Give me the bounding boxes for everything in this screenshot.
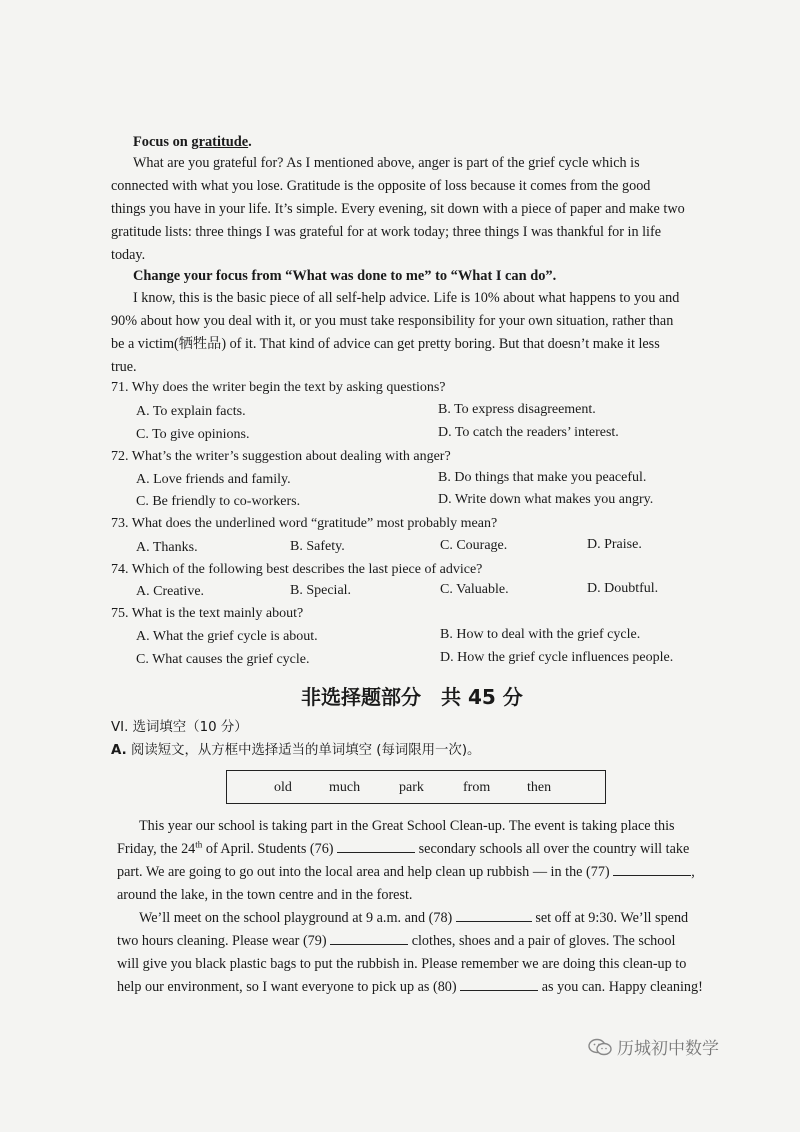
wechat-icon [587,1038,613,1056]
question-73-option-c: C. Courage. [440,538,508,553]
part-title: 非选择题部分 共 45 分 [301,685,523,709]
question-74-option-b: B. Special. [290,583,352,598]
blank-80[interactable] [460,976,538,991]
question-72-option-d: D. Write down what makes you angry. [438,492,654,507]
watermark [587,1034,719,1059]
word-box [226,770,606,804]
question-71-option-c: C. To give opinions. [136,427,250,442]
question-71-option-d: D. To catch the readers’ interest. [438,425,619,440]
question-74-option-a: A. Creative. [136,584,205,599]
focus-line-3: be a victim(牺牲品) of it. That kind of advice can get pretty boring. But that doesn’t make it less [111,336,660,352]
gratitude-heading: Focus on gratitude. [133,134,252,150]
underlined-word-gratitude: gratitude [191,134,249,150]
question-72-option-b: B. Do things that make you peaceful. [438,470,647,485]
question-71-option-b: B. To express disagreement. [438,402,596,417]
passage-line-6: two hours cleaning. Please wear (79) clothes, shoes and a pair of gloves. The school [117,930,675,953]
gratitude-line-5: today. [111,247,146,263]
passage-line-3: part. We are going to go out into the local area and help clean up rubbish — in the (77) , [117,861,695,884]
gratitude-line-3: things you have in your life. It’s simple. Every evening, sit down with a piece of paper and make two [111,201,685,217]
question-74-option-d: D. Doubtful. [587,581,659,596]
section-instruction: A. 阅读短文，从方框中选择适当的单词填空 (每词限用一次)。 [111,743,481,758]
question-73-stem: 73. What does the underlined word “gratitude” most probably mean? [111,516,498,531]
question-71-stem: 71. Why does the writer begin the text by asking questions? [111,380,446,395]
blank-77[interactable] [613,861,691,876]
question-75-stem: 75. What is the text mainly about? [111,606,304,621]
blank-79[interactable] [330,930,408,945]
passage-line-7: will give you black plastic bags to put the rubbish in. Please remember we are doing this clean-up to [117,956,687,972]
focus-line-4: true. [111,359,137,375]
word-option-then: then [527,780,552,795]
watermark-text: 历城初中数学 [617,1039,719,1059]
word-option-old: old [274,780,292,795]
question-74-stem: 74. Which of the following best describes the last piece of advice? [111,562,483,577]
question-71-option-a: A. To explain facts. [136,404,246,419]
passage-line-1: This year our school is taking part in the Great School Clean-up. The event is taking place this [139,818,675,834]
passage-line-4: around the lake, in the town centre and in the forest. [117,887,413,903]
focus-heading: Change your focus from “What was done to me” to “What I can do”. [133,268,557,284]
question-72-stem: 72. What’s the writer’s suggestion about dealing with anger? [111,449,451,464]
question-75-option-a: A. What the grief cycle is about. [136,629,318,644]
question-72-option-c: C. Be friendly to co-workers. [136,494,301,509]
passage-line-2: Friday, the 24th of April. Students (76) secondary schools all over the country will take [117,839,690,857]
gratitude-line-1: What are you grateful for? As I mentioned above, anger is part of the grief cycle which is [133,155,640,171]
question-75-option-c: C. What causes the grief cycle. [136,652,310,667]
focus-line-2: 90% about how you deal with it, or you must take responsibility for your own situation, rather than [111,313,674,329]
gratitude-line-4: gratitude lists: three things I was grateful for at work today; three things I was thankful for in life [111,224,662,240]
word-option-park: park [399,780,424,795]
word-option-from: from [463,780,491,795]
passage-line-5: We’ll meet on the school playground at 9 a.m. and (78) set off at 9:30. We’ll spend [139,907,688,930]
question-73-option-b: B. Safety. [290,539,345,554]
blank-76[interactable] [337,838,415,853]
question-73-option-a: A. Thanks. [136,540,198,555]
question-75-option-b: B. How to deal with the grief cycle. [440,627,641,642]
passage-line-8: help our environment, so I want everyone to pick up as (80) as you can. Happy cleaning! [117,976,703,999]
question-73-option-d: D. Praise. [587,537,642,552]
focus-line-1: I know, this is the basic piece of all self-help advice. Life is 10% about what happens to you and [133,290,680,306]
question-72-option-a: A. Love friends and family. [136,472,291,487]
question-75-option-d: D. How the grief cycle influences people. [440,650,674,665]
blank-78[interactable] [456,907,532,922]
question-74-option-c: C. Valuable. [440,582,509,597]
section-title: VI. 选词填空（10 分） [111,720,248,735]
word-option-much: much [329,780,361,795]
gratitude-line-2: connected with what you lose. Gratitude is the opposite of loss because it comes from the good [111,178,651,194]
